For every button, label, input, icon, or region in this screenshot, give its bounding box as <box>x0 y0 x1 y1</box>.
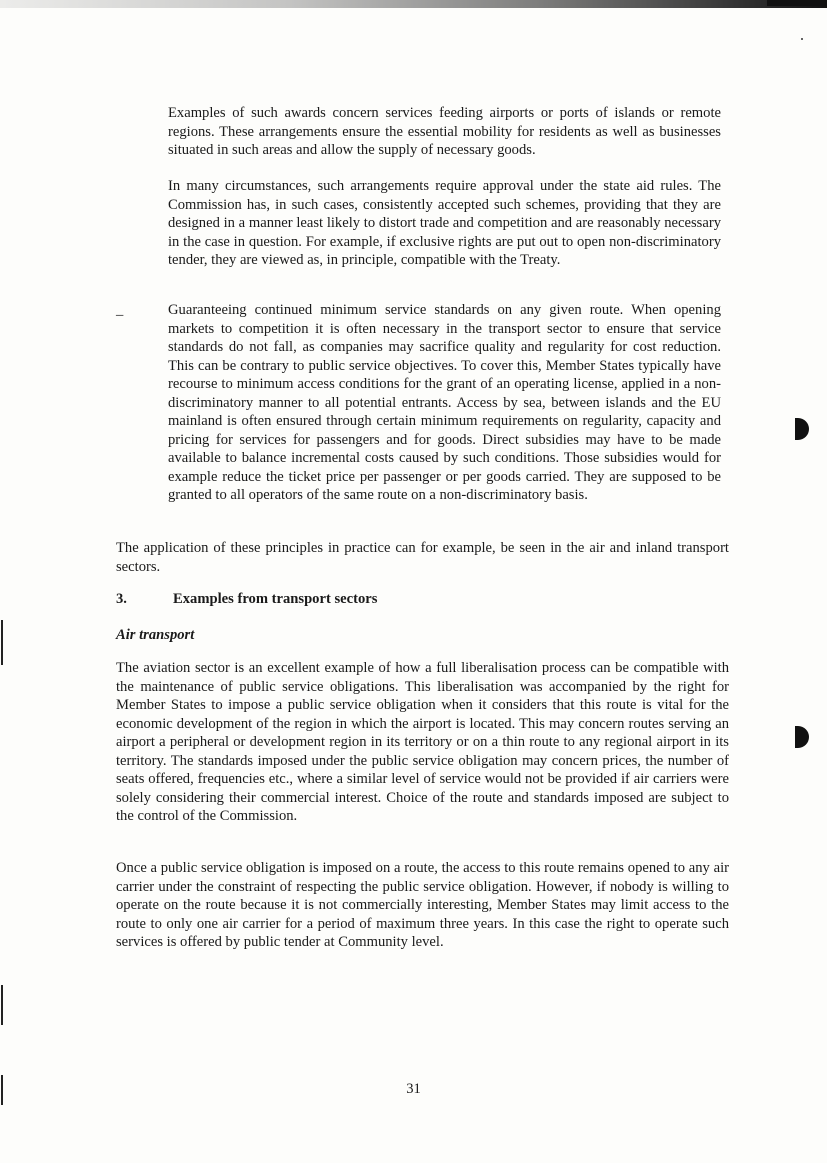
binder-hole-mark <box>795 726 809 748</box>
paragraph-public-service-obligation: Once a public service obligation is imposed on a route, the access to this route remains opened to any air carrier under the constraint of respecting the public service obligation. However, if nobody is willing to operate on the route because it is not commercially interesting, Member States may limit access to the route to only one air carrier for a period of maximum three years. In this case the right to operate such services is offered by public tender at Community level. <box>116 860 729 950</box>
paragraph-state-aid: In many circumstances, such arrangements require approval under the state aid rules. The Commission has, in such cases, consistently accepted such schemes, providing that they are designed in a manner least likely to distort trade and competition and are reasonably necessary in the case in question. For example, if exclusive rights are put out to open non-discriminatory tender, they are viewed as, in principle, compatible with the Treaty. <box>168 178 721 268</box>
paragraph-minimum-service-standards: Guaranteeing continued minimum service standards on any given route. When opening markets to competition it is often necessary in the transport sector to ensure that service standards do not fall, as companies may sacrifice quality and regularity for cost reduction. This can be contrary to public service objectives. To cover this, Member States typically have recourse to minimum access conditions for the grant of an operating license, applied in a non-discriminatory manner to all potential entrants. Access by sea, between islands and the EU mainland is often ensured through certain minimum requirements on regularity, capacity and pricing for services for passengers and for goods. Direct subsidies may have to be made available to balance incremental costs caused by such conditions. Those subsidies would for example reduce the ticket price per passenger or per goods carried. They are supposed to be granted to all operators of the same route on a non-discriminatory basis. <box>168 302 721 503</box>
page-number: 31 <box>406 1081 421 1097</box>
binder-hole-mark <box>795 418 809 440</box>
scan-top-edge <box>0 0 827 8</box>
paragraph-awards-examples: Examples of such awards concern services feeding airports or ports of islands or remote regions. These arrangements ensure the essential mobility for residents as well as businesses situated in such areas and allow the supply of necessary goods. <box>168 105 721 158</box>
scan-top-right-mark <box>767 0 827 6</box>
bullet-dash: – <box>116 307 124 323</box>
scan-speck <box>801 38 803 40</box>
section-number: 3. <box>116 591 127 607</box>
subheading-air-transport: Air transport <box>116 627 195 643</box>
paragraph-aviation-sector: The aviation sector is an excellent example of how a full liberalisation process can be compatible with the maintenance of public service obligations. This liberalisation was accompanied by the right for Member States to impose a public service obligation when it considers that this route is vital for the economic development of the region in which the airport is located. This may concern routes serving an airport a peripheral or development region in its territory or on a thin route to any regional airport in its territory. The standards imposed under the public service obligation may concern prices, the number of seats offered, frequencies etc., where a similar level of service would not be provided if air carriers were solely considering their commercial interest. Choice of the route and standards imposed are subject to the control of the Commission. <box>116 660 729 824</box>
scan-left-edge-mark <box>1 985 3 1025</box>
scan-left-edge-mark <box>1 620 3 665</box>
section-title: Examples from transport sectors <box>173 591 378 607</box>
paragraph-application-principles: The application of these principles in practice can for example, be seen in the air and inland transport sectors. <box>116 540 729 575</box>
